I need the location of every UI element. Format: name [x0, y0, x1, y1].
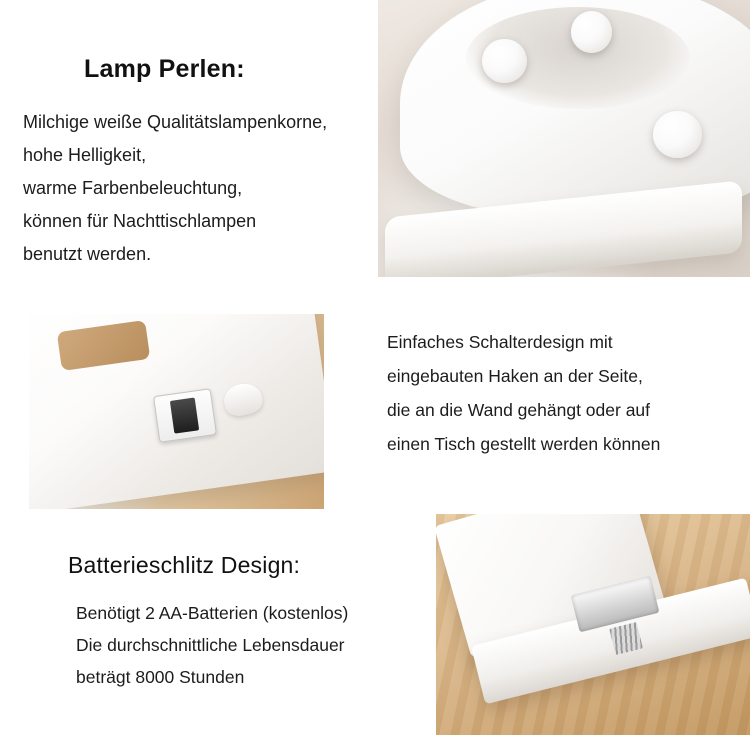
lamp-bead	[571, 11, 612, 53]
battery-slot-body	[68, 597, 438, 693]
battery-slot-line: Benötigt 2 AA-Batterien (kostenlos)	[76, 603, 349, 623]
switch-design-line: Einfaches Schalterdesign mit	[387, 332, 613, 352]
switch-design-text-block	[387, 325, 737, 461]
lamp-beads-body	[18, 106, 378, 271]
battery-slot-line: beträgt 8000 Stunden	[76, 667, 245, 687]
lamp-bead	[482, 39, 527, 83]
lamp-beads-text-block	[18, 55, 378, 271]
switch-design-body	[387, 325, 737, 461]
battery-slot-text-block	[68, 552, 438, 693]
lamp-closeup-photo	[378, 0, 750, 277]
switch-design-line: die an die Wand gehängt oder auf	[387, 400, 651, 420]
lamp-beads-title: Lamp Perlen:	[84, 55, 245, 83]
power-switch	[153, 388, 217, 442]
lamp-bead	[653, 111, 701, 158]
battery-slot-photo	[436, 514, 750, 735]
battery-slot-line: Die durchschnittliche Lebensdauer	[76, 635, 345, 655]
lamp-beads-line: können für Nachttischlampen	[23, 211, 257, 231]
lamp-beads-line: benutzt werden.	[23, 244, 152, 264]
lamp-beads-line: Milchige weiße Qualitätslampenkorne,	[23, 112, 328, 132]
switch-design-line: einen Tisch gestellt werden können	[387, 434, 661, 454]
battery-slot-title: Batterieschlitz Design:	[68, 552, 301, 578]
lamp-beads-line: warme Farbenbeleuchtung,	[23, 178, 243, 198]
switch-photo	[29, 314, 324, 509]
lamp-beads-line: hohe Helligkeit,	[23, 145, 147, 165]
switch-design-line: eingebauten Haken an der Seite,	[387, 366, 643, 386]
